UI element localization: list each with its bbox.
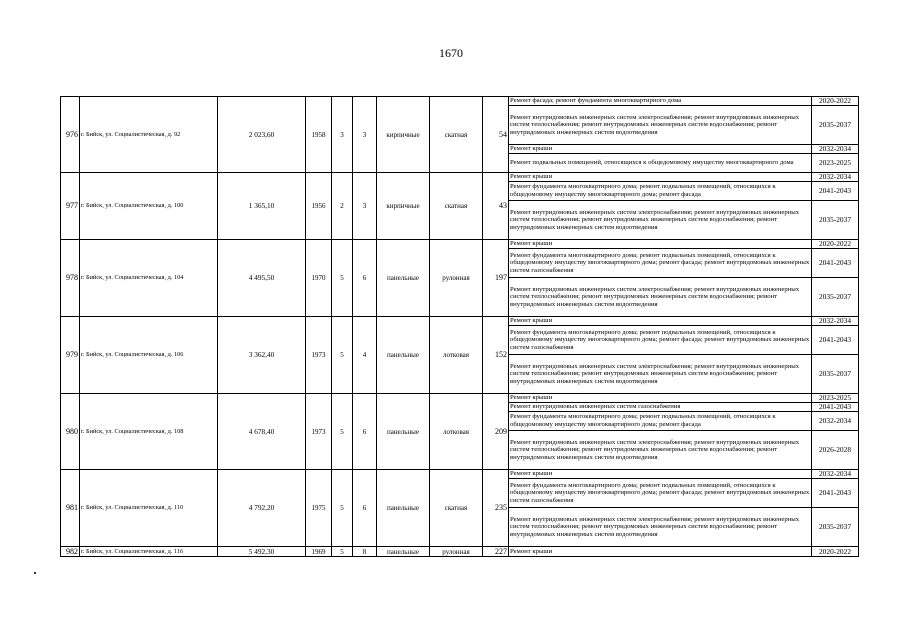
building-area: 4 678,40 — [218, 394, 306, 470]
building-address: г. Бийск, ул. Социалистическая, д. 100 — [80, 173, 218, 240]
residents-count: 227 — [483, 547, 509, 557]
entrances-count: 6 — [353, 240, 377, 317]
building-number: 982 — [61, 547, 80, 557]
building-address: г. Бийск, ул. Социалистическая, д. 110 — [80, 470, 218, 547]
building-area: 1 365,10 — [218, 173, 306, 240]
entrances-count: 4 — [353, 317, 377, 394]
build-year: 1973 — [306, 394, 332, 470]
work-period: 2020-2022 — [812, 240, 859, 249]
entrances-count: 3 — [353, 173, 377, 240]
work-description: Ремонт фундамента многоквартирного дома; ремонт подвальных помещений, относящихся к общедомовому имуществу многоквартирного дома; ремонт фасада; ремонт внутридомовых инженерных систем газоснабжения — [509, 249, 812, 278]
entrances-count: 6 — [353, 470, 377, 547]
work-period: 2020-2022 — [812, 547, 859, 557]
wall-material: панельные — [377, 240, 430, 317]
roof-type: скатная — [430, 97, 483, 173]
build-year: 1958 — [306, 97, 332, 173]
work-period: 2035-2037 — [812, 508, 859, 547]
build-year: 1973 — [306, 317, 332, 394]
work-description: Ремонт внутридомовых инженерных систем электроснабжения; ремонт внутридомовых инженерных систем теплоснабжения; ремонт внутридомовых инженерных систем водоснабжения; ремонт внутридомовых инженерных систем водоотведения — [509, 201, 812, 240]
building-address: г. Бийск, ул. Социалистическая, д. 116 — [80, 547, 218, 557]
building-area: 2 023,60 — [218, 97, 306, 173]
work-description: Ремонт внутридомовых инженерных систем электроснабжения; ремонт внутридомовых инженерных систем теплоснабжения; ремонт внутридомовых инженерных систем водоснабжения; ремонт внутридомовых инженерных систем водоотведения — [509, 508, 812, 547]
floors-count: 2 — [332, 173, 353, 240]
floors-count: 5 — [332, 317, 353, 394]
work-period: 2041-2043 — [812, 182, 859, 201]
work-period: 2032-2034 — [812, 470, 859, 479]
building-address: г. Бийск, ул. Социалистическая, д. 104 — [80, 240, 218, 317]
work-description: Ремонт фундамента многоквартирного дома; ремонт подвальных помещений, относящихся к общедомовому имуществу многоквартирного дома; ремонт фасада; ремонт внутридомовых инженерных систем газоснабжения — [509, 326, 812, 355]
building-number: 979 — [61, 317, 80, 394]
work-description: Ремонт крыши — [509, 394, 812, 403]
floors-count: 5 — [332, 547, 353, 557]
building-number: 977 — [61, 173, 80, 240]
work-period: 2023-2025 — [812, 394, 859, 403]
work-row — [61, 317, 859, 326]
roof-type: рулонная — [430, 240, 483, 317]
work-period: 2032-2034 — [812, 173, 859, 182]
building-number: 980 — [61, 394, 80, 470]
work-description: Ремонт внутридомовых инженерных систем электроснабжения; ремонт внутридомовых инженерных систем теплоснабжения; ремонт внутридомовых инженерных систем водоснабжения; ремонт внутридомовых инженерных систем водоотведения — [509, 106, 812, 145]
building-address: г. Бийск, ул. Социалистическая, д. 108 — [80, 394, 218, 470]
roof-type: лотковая — [430, 317, 483, 394]
work-row — [61, 470, 859, 479]
floors-count: 5 — [332, 240, 353, 317]
entrances-count: 6 — [353, 394, 377, 470]
wall-material: кирпичные — [377, 173, 430, 240]
work-description: Ремонт внутридомовых инженерных систем электроснабжения; ремонт внутридомовых инженерных систем теплоснабжения; ремонт внутридомовых инженерных систем водоснабжения; ремонт внутридомовых инженерных систем водоотведения — [509, 431, 812, 470]
building-number: 981 — [61, 470, 80, 547]
residents-count: 235 — [483, 470, 509, 547]
floors-count: 5 — [332, 394, 353, 470]
roof-type: лотковая — [430, 394, 483, 470]
wall-material: панельные — [377, 317, 430, 394]
work-description: Ремонт фундамента многоквартирного дома; ремонт подвальных помещений, относящихся к общедомовому имуществу многоквартирного дома; ремонт фасада — [509, 182, 812, 201]
residents-count: 43 — [483, 173, 509, 240]
building-area: 3 362,40 — [218, 317, 306, 394]
building-number: 978 — [61, 240, 80, 317]
building-area: 4 792,20 — [218, 470, 306, 547]
work-row — [61, 97, 859, 106]
work-row — [61, 240, 859, 249]
work-description: Ремонт крыши — [509, 145, 812, 154]
page-number: 1670 — [439, 46, 463, 60]
roof-type: рулонная — [430, 547, 483, 557]
floors-count: 3 — [332, 97, 353, 173]
residents-count: 209 — [483, 394, 509, 470]
work-period: 2041-2043 — [812, 403, 859, 412]
wall-material: кирпичные — [377, 97, 430, 173]
building-address: г. Бийск, ул. Социалистическая, д. 92 — [80, 97, 218, 173]
work-period: 2041-2043 — [812, 479, 859, 508]
work-description: Ремонт крыши — [509, 547, 812, 557]
residents-count: 54 — [483, 97, 509, 173]
work-period: 2035-2037 — [812, 201, 859, 240]
work-description: Ремонт внутридомовых инженерных систем электроснабжения; ремонт внутридомовых инженерных систем теплоснабжения; ремонт внутридомовых инженерных систем водоснабжения; ремонт внутридомовых инженерных систем водоотведения — [509, 355, 812, 394]
work-row — [61, 173, 859, 182]
work-description: Ремонт внутридомовых инженерных систем электроснабжения; ремонт внутридомовых инженерных систем теплоснабжения; ремонт внутридомовых инженерных систем водоснабжения; ремонт внутридомовых инженерных систем водоотведения — [509, 278, 812, 317]
entrances-count: 3 — [353, 97, 377, 173]
wall-material: панельные — [377, 547, 430, 557]
work-description: Ремонт крыши — [509, 470, 812, 479]
work-row — [61, 547, 859, 557]
work-description: Ремонт фасада; ремонт фундамента многоквартирного дома — [509, 97, 812, 106]
work-description: Ремонт крыши — [509, 240, 812, 249]
work-period: 2032-2034 — [812, 317, 859, 326]
work-description: Ремонт внутридомовых инженерных систем газоснабжения — [509, 403, 812, 412]
build-year: 1969 — [306, 547, 332, 557]
building-number: 976 — [61, 97, 80, 173]
work-description: Ремонт фундамента многоквартирного дома; ремонт подвальных помещений, относящихся к общедомовому имуществу многоквартирного дома; ремонт фасада — [509, 412, 812, 431]
build-year: 1975 — [306, 470, 332, 547]
work-description: Ремонт крыши — [509, 317, 812, 326]
work-row — [61, 394, 859, 403]
work-period: 2035-2037 — [812, 278, 859, 317]
work-period: 2035-2037 — [812, 355, 859, 394]
work-description: Ремонт фундамента многоквартирного дома; ремонт подвальных помещений, относящихся к общедомовому имуществу многоквартирного дома; ремонт фасада; ремонт внутридомовых инженерных систем газоснабжения — [509, 479, 812, 508]
roof-type: скатная — [430, 173, 483, 240]
work-period: 2041-2043 — [812, 249, 859, 278]
wall-material: панельные — [377, 394, 430, 470]
work-period: 2023-2025 — [812, 154, 859, 173]
work-period: 2041-2043 — [812, 326, 859, 355]
scan-speck — [34, 572, 36, 574]
build-year: 1970 — [306, 240, 332, 317]
building-address: г. Бийск, ул. Социалистическая, д. 106 — [80, 317, 218, 394]
entrances-count: 8 — [353, 547, 377, 557]
building-area: 4 495,50 — [218, 240, 306, 317]
building-area: 5 492,30 — [218, 547, 306, 557]
roof-type: скатная — [430, 470, 483, 547]
work-period: 2020-2022 — [812, 97, 859, 106]
work-description: Ремонт подвальных помещений, относящихся к общедомовому имуществу многоквартирного дома — [509, 154, 812, 173]
work-period: 2032-2034 — [812, 412, 859, 431]
work-period: 2035-2037 — [812, 106, 859, 145]
build-year: 1956 — [306, 173, 332, 240]
work-description: Ремонт крыши — [509, 173, 812, 182]
residents-count: 197 — [483, 240, 509, 317]
wall-material: панельные — [377, 470, 430, 547]
work-period: 2032-2034 — [812, 145, 859, 154]
work-period: 2026-2028 — [812, 431, 859, 470]
floors-count: 5 — [332, 470, 353, 547]
residents-count: 152 — [483, 317, 509, 394]
repair-schedule-table — [60, 96, 859, 557]
